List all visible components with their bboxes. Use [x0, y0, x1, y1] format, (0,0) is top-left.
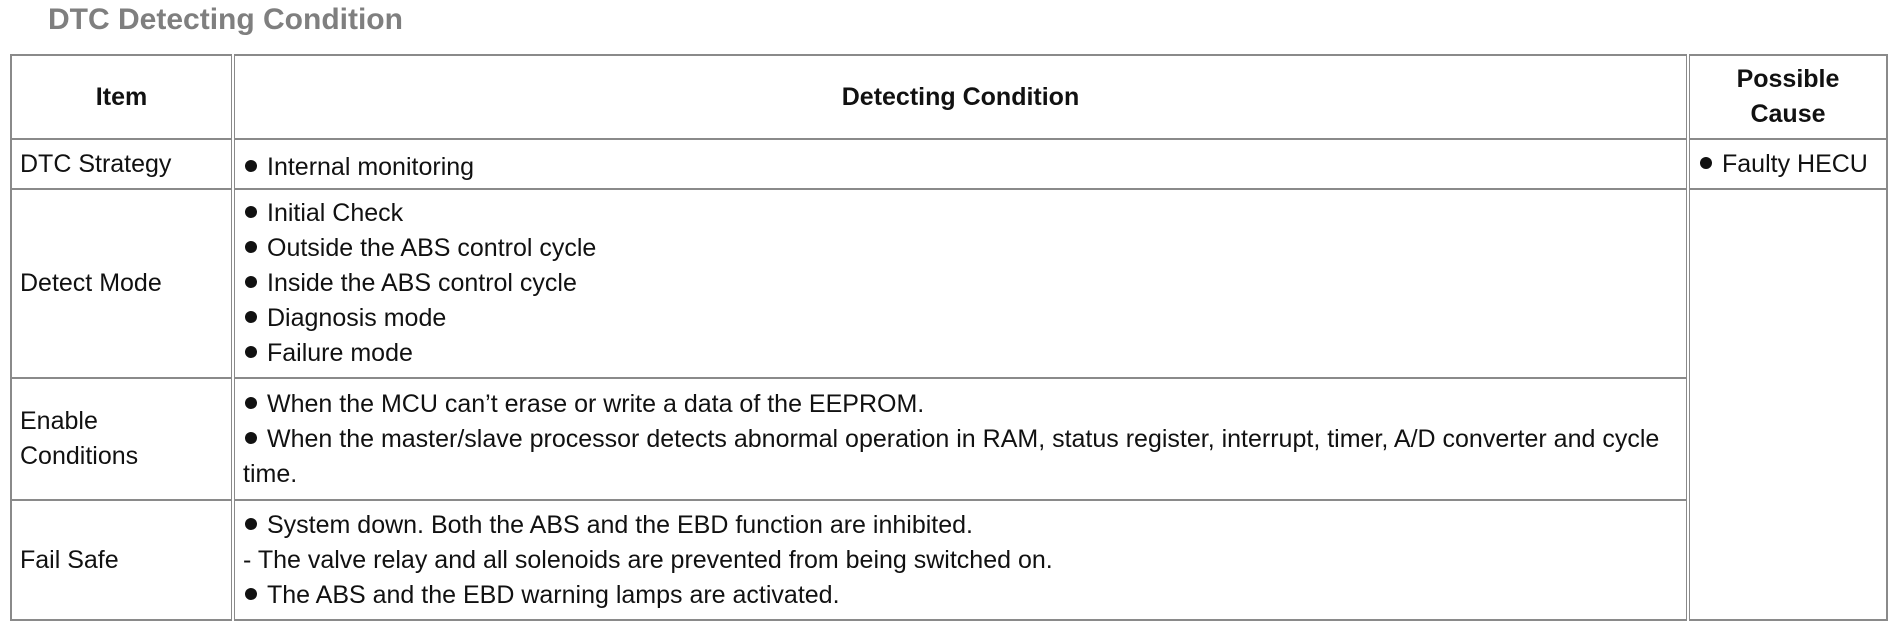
bullet-dot-icon	[245, 206, 257, 218]
condition-line	[243, 508, 1678, 543]
header-detecting-condition: Detecting Condition	[233, 55, 1688, 139]
possible-cause-text: Faulty HECU	[1722, 149, 1868, 178]
bullet-dot-icon	[245, 241, 257, 253]
row-condition-fail-safe	[233, 500, 1688, 620]
condition-text: Outside the ABS control cycle	[267, 234, 597, 262]
header-item: Item	[11, 55, 233, 139]
possible-cause-cell	[1688, 139, 1887, 189]
row-label-dtc-strategy: DTC Strategy	[11, 139, 233, 189]
condition-text: Internal monitoring	[267, 152, 475, 181]
row-label-fail-safe: Fail Safe	[11, 500, 233, 620]
condition-line	[243, 150, 1678, 185]
condition-line	[243, 387, 1678, 422]
condition-line	[243, 336, 1678, 371]
condition-line	[243, 301, 1678, 336]
row-label-enable-conditions	[11, 378, 233, 500]
table-row-dtc-strategy	[11, 139, 1887, 189]
condition-line	[243, 266, 1678, 301]
row-condition-dtc-strategy	[233, 139, 1688, 189]
condition-text: System down. Both the ABS and the EBD function are inhibited.	[267, 510, 973, 539]
bullet-dot-icon	[245, 432, 257, 444]
header-possible-cause	[1688, 55, 1887, 139]
condition-line	[243, 543, 1678, 578]
row-condition-detect-mode	[233, 189, 1688, 378]
bullet-dot-icon	[245, 588, 257, 600]
table-header-row	[11, 55, 1887, 139]
condition-text: Initial Check	[267, 199, 404, 227]
bullet-dot-icon	[245, 518, 257, 530]
condition-line	[243, 422, 1678, 492]
condition-line	[243, 196, 1678, 231]
table-row-detect-mode	[11, 189, 1887, 378]
condition-text: Failure mode	[267, 339, 413, 367]
condition-text: - The valve relay and all solenoids are prevented from being switched on.	[243, 545, 1053, 574]
table-row-enable-conditions	[11, 378, 1887, 500]
header-possible-cause-line1: Possible	[1736, 65, 1840, 93]
condition-text: The ABS and the EBD warning lamps are activated.	[267, 580, 840, 609]
page-title: DTC Detecting Condition	[48, 3, 403, 36]
dtc-condition-table	[10, 54, 1888, 621]
bullet-dot-icon	[245, 311, 257, 323]
condition-text: When the MCU can’t erase or write a data of the EEPROM.	[267, 389, 925, 418]
condition-line	[243, 231, 1678, 266]
condition-text: When the master/slave processor detects abnormal operation in RAM, status register, interrupt, timer, A/D converter and cycle time.	[243, 424, 1660, 488]
bullet-dot-icon	[1700, 157, 1712, 169]
table-row-fail-safe	[11, 500, 1887, 620]
possible-cause-empty-cell	[1688, 189, 1887, 620]
row-label-line1: Enable	[20, 407, 98, 435]
condition-line	[243, 578, 1678, 613]
row-label-line2: Conditions	[20, 442, 139, 470]
row-condition-enable-conditions	[233, 378, 1688, 500]
row-label-detect-mode: Detect Mode	[11, 189, 233, 378]
bullet-dot-icon	[245, 276, 257, 288]
bullet-dot-icon	[245, 160, 257, 172]
bullet-dot-icon	[245, 397, 257, 409]
condition-text: Inside the ABS control cycle	[267, 269, 577, 297]
condition-text: Diagnosis mode	[267, 304, 447, 332]
header-possible-cause-line2: Cause	[1750, 100, 1826, 128]
bullet-dot-icon	[245, 346, 257, 358]
